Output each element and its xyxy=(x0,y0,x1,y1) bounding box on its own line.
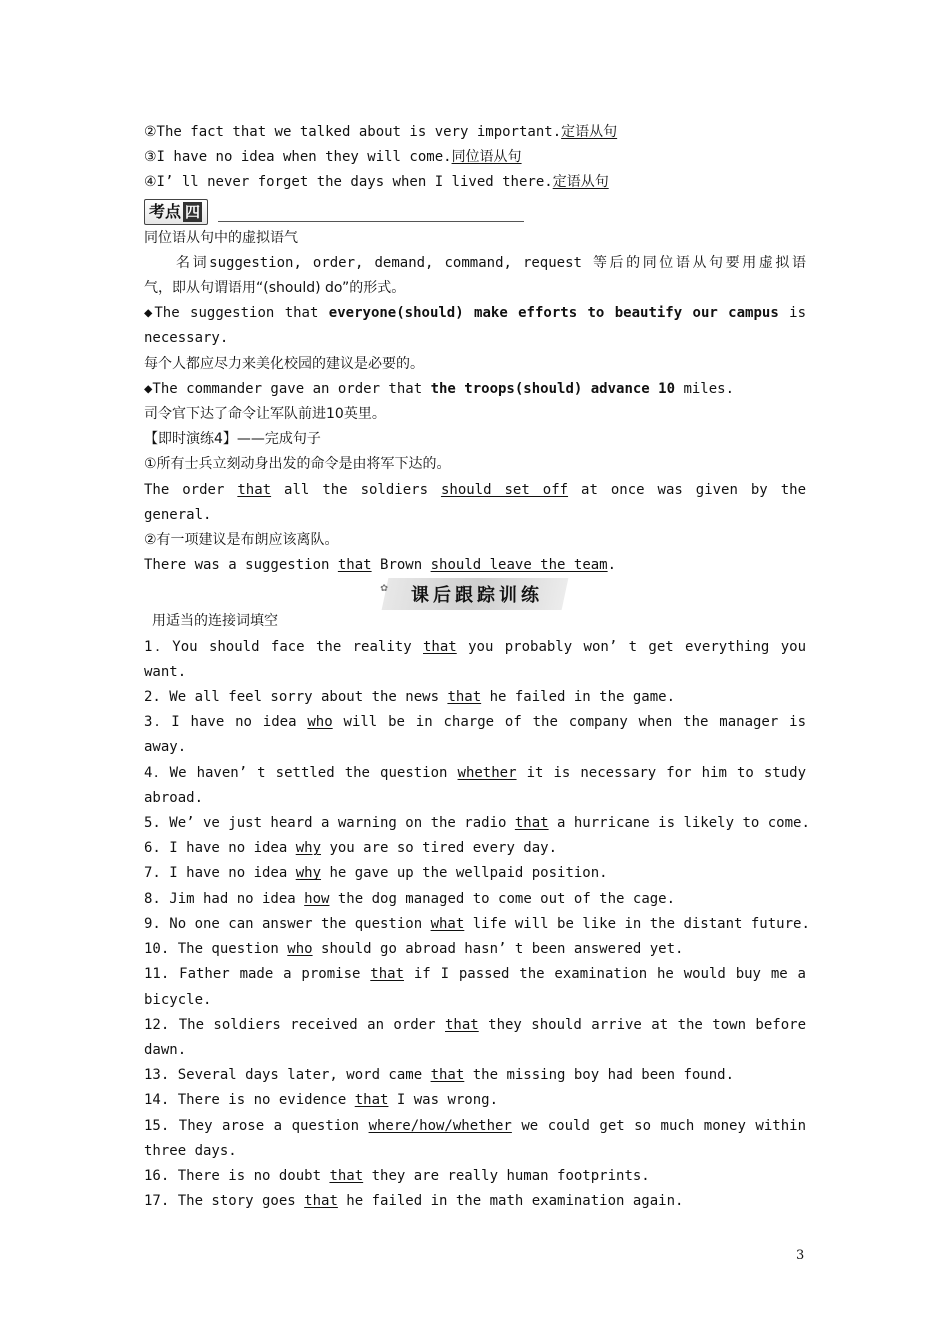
exercise-item xyxy=(144,1189,806,1214)
question-text: 15. They arose a question xyxy=(144,1117,369,1134)
document-page xyxy=(144,120,810,1214)
answer-text: that xyxy=(304,1193,338,1210)
clause-example-4 xyxy=(144,170,806,195)
answer-text: that xyxy=(370,966,404,983)
exercise-item xyxy=(144,1013,806,1038)
exercise-item xyxy=(144,887,806,912)
banner-title: 课后跟踪训练 xyxy=(411,585,543,607)
answer-text: why xyxy=(295,865,322,882)
exercise-item-cont: bicycle. xyxy=(144,991,212,1008)
text: at once was given by the xyxy=(568,481,806,498)
question-text-end: they should arrive at the town before xyxy=(478,1016,806,1033)
section-divider xyxy=(218,221,524,222)
practice-q1 xyxy=(144,478,806,503)
example-1 xyxy=(144,301,806,326)
answer-text: that xyxy=(423,638,457,655)
question-text: 2. We all feel sorry about the news xyxy=(144,689,448,706)
question-text: 8. Jim had no idea xyxy=(144,890,305,907)
exercise-item xyxy=(144,811,810,836)
exercise-item xyxy=(144,761,806,786)
practice-q1-cn: ①所有士兵立刻动身出发的命令是由将军下达的。 xyxy=(144,456,451,473)
exercise-list xyxy=(144,635,810,1215)
question-text: 11. Father made a promise xyxy=(144,966,371,983)
question-text-end: they are really human footprints. xyxy=(363,1167,650,1184)
answer-text: 定语从句 xyxy=(552,174,609,191)
question-text-end: a hurricane is likely to come. xyxy=(548,815,810,832)
question-text-end: it is necessary for him to study xyxy=(516,764,806,781)
answer-text: whether xyxy=(457,764,517,781)
question-text-end: you are so tired every day. xyxy=(321,840,558,857)
text: There was a suggestion xyxy=(144,557,338,574)
question-text-end: I was wrong. xyxy=(388,1092,499,1109)
exercise-item xyxy=(144,937,806,962)
question-text: 1．You should face the reality xyxy=(144,638,423,655)
exercise-item xyxy=(144,912,810,937)
example-text: ◆The suggestion that xyxy=(144,305,329,322)
exercise-item xyxy=(144,635,806,660)
badge-label: 考点 xyxy=(149,201,182,221)
question-text-end: will be in charge of the company when the manager is xyxy=(332,714,806,731)
question-text-end: life will be like in the distant future. xyxy=(464,915,810,932)
exercise-item xyxy=(144,685,806,710)
example-1-cont: necessary. xyxy=(144,330,229,347)
question-text-end: should go abroad hasn’ t been answered yet. xyxy=(312,941,684,958)
text: all the soldiers xyxy=(271,481,441,498)
question-text-end: the missing boy had been found. xyxy=(464,1067,735,1084)
answer-text: who xyxy=(307,714,333,731)
question-text: 16. There is no doubt xyxy=(144,1167,330,1184)
exercise-item xyxy=(144,1164,806,1189)
question-text-end: if I passed the examination he would buy me a xyxy=(404,966,806,983)
answer-text: that xyxy=(447,689,482,706)
page-number: 3 xyxy=(796,1248,805,1263)
example-text-end: is xyxy=(778,305,806,322)
question-text: 17. The story goes xyxy=(144,1193,305,1210)
answer-text: where/how/whether xyxy=(368,1117,512,1134)
sparkle-icon: ✿ xyxy=(380,580,388,595)
sentence-text: ②The fact that we talked about is very important. xyxy=(144,124,562,140)
text: . xyxy=(607,557,617,574)
answer-text: that xyxy=(354,1092,389,1109)
text: Brown xyxy=(371,557,431,574)
answer-text: why xyxy=(295,840,322,857)
section-badge xyxy=(144,199,208,225)
answer-text: what xyxy=(430,915,465,932)
practice-title: 【即时演练4】——完成句子 xyxy=(144,431,321,448)
practice-q2-cn: ②有一项建议是布朗应该离队。 xyxy=(144,532,339,549)
question-text: 4．We haven’ t settled the question xyxy=(144,764,458,781)
section-title: 同位语从句中的虚拟语气 xyxy=(144,229,298,246)
answer-text: should leave the team xyxy=(430,557,608,574)
exercise-item xyxy=(144,1114,806,1139)
answer-text: who xyxy=(287,941,313,958)
example-1-translation: 每个人都应尽力来美化校园的建议是必要的。 xyxy=(144,355,424,372)
question-text-end: we could get so much money within xyxy=(511,1117,807,1134)
exercise-item xyxy=(144,1063,806,1088)
clause-example-3 xyxy=(144,145,806,170)
question-text-end: the dog managed to come out of the cage. xyxy=(329,890,676,907)
question-text: 7. I have no idea xyxy=(144,865,296,882)
example-2 xyxy=(144,377,806,402)
example-bold: everyone(should) make efforts to beautify our campus xyxy=(328,305,779,322)
sentence-text: ④I’ ll never forget the days when I lived there. xyxy=(144,174,553,191)
exercise-banner xyxy=(144,579,806,609)
question-text: 3．I have no idea xyxy=(144,714,308,731)
exercise-item-cont: dawn. xyxy=(144,1041,187,1058)
example-text: ◆The commander gave an order that xyxy=(144,380,431,397)
rule-line-2: 气，即从句谓语用“(should) do”的形式。 xyxy=(144,280,406,297)
rule-line-1: 名词suggestion, order, demand, command, request 等后的同位语从句要用虚拟语 xyxy=(176,254,806,271)
exercise-item xyxy=(144,1088,806,1113)
practice-q1-cont: general. xyxy=(144,506,212,523)
example-bold: the troops(should) advance 10 xyxy=(430,380,676,397)
exercise-instruction: 用适当的连接词填空 xyxy=(152,613,278,630)
question-text-end: he gave up the wellpaid position. xyxy=(321,865,608,882)
exercise-item-cont: want. xyxy=(144,663,187,680)
question-text: 9. No one can answer the question xyxy=(144,915,431,932)
answer-text: 同位语从句 xyxy=(451,149,522,166)
question-text: 12. The soldiers received an order xyxy=(144,1016,445,1033)
answer-text: that xyxy=(445,1016,479,1033)
question-text-end: you probably won’ t get everything you xyxy=(456,638,806,655)
answer-text: that xyxy=(237,481,272,498)
exercise-item-cont: three days. xyxy=(144,1142,237,1159)
practice-q2 xyxy=(144,553,806,578)
answer-text: that xyxy=(514,815,549,832)
answer-text: that xyxy=(430,1067,465,1084)
question-text: 5. We’ ve just heard a warning on the radio xyxy=(144,815,515,832)
question-text: 14. There is no evidence xyxy=(144,1092,355,1109)
badge-number: 四 xyxy=(185,202,201,221)
question-text-end: he failed in the math examination again. xyxy=(337,1193,684,1210)
example-2-translation: 司令官下达了命令让军队前进10英里。 xyxy=(144,406,386,423)
question-text-end: he failed in the game. xyxy=(481,689,676,706)
exercise-item xyxy=(144,962,806,987)
exercise-item xyxy=(144,710,806,735)
exercise-item xyxy=(144,836,806,861)
text: The order xyxy=(144,481,238,498)
answer-text: should set off xyxy=(440,481,569,498)
section-header xyxy=(144,196,806,226)
answer-text: that xyxy=(337,557,372,574)
clause-example-2 xyxy=(144,120,806,145)
question-text: 10. The question xyxy=(144,941,288,958)
answer-text: that xyxy=(329,1167,364,1184)
answer-text: how xyxy=(304,890,330,907)
exercise-item-cont: abroad. xyxy=(144,789,204,806)
banner-box xyxy=(382,578,569,610)
exercise-item xyxy=(144,861,806,886)
sentence-text: ③I have no idea when they will come. xyxy=(144,149,452,166)
exercise-item-cont: away. xyxy=(144,739,187,756)
answer-text: 定语从句 xyxy=(561,124,618,140)
question-text: 13. Several days later, word came xyxy=(144,1067,431,1084)
example-text-end: miles. xyxy=(675,380,735,397)
question-text: 6. I have no idea xyxy=(144,840,296,857)
